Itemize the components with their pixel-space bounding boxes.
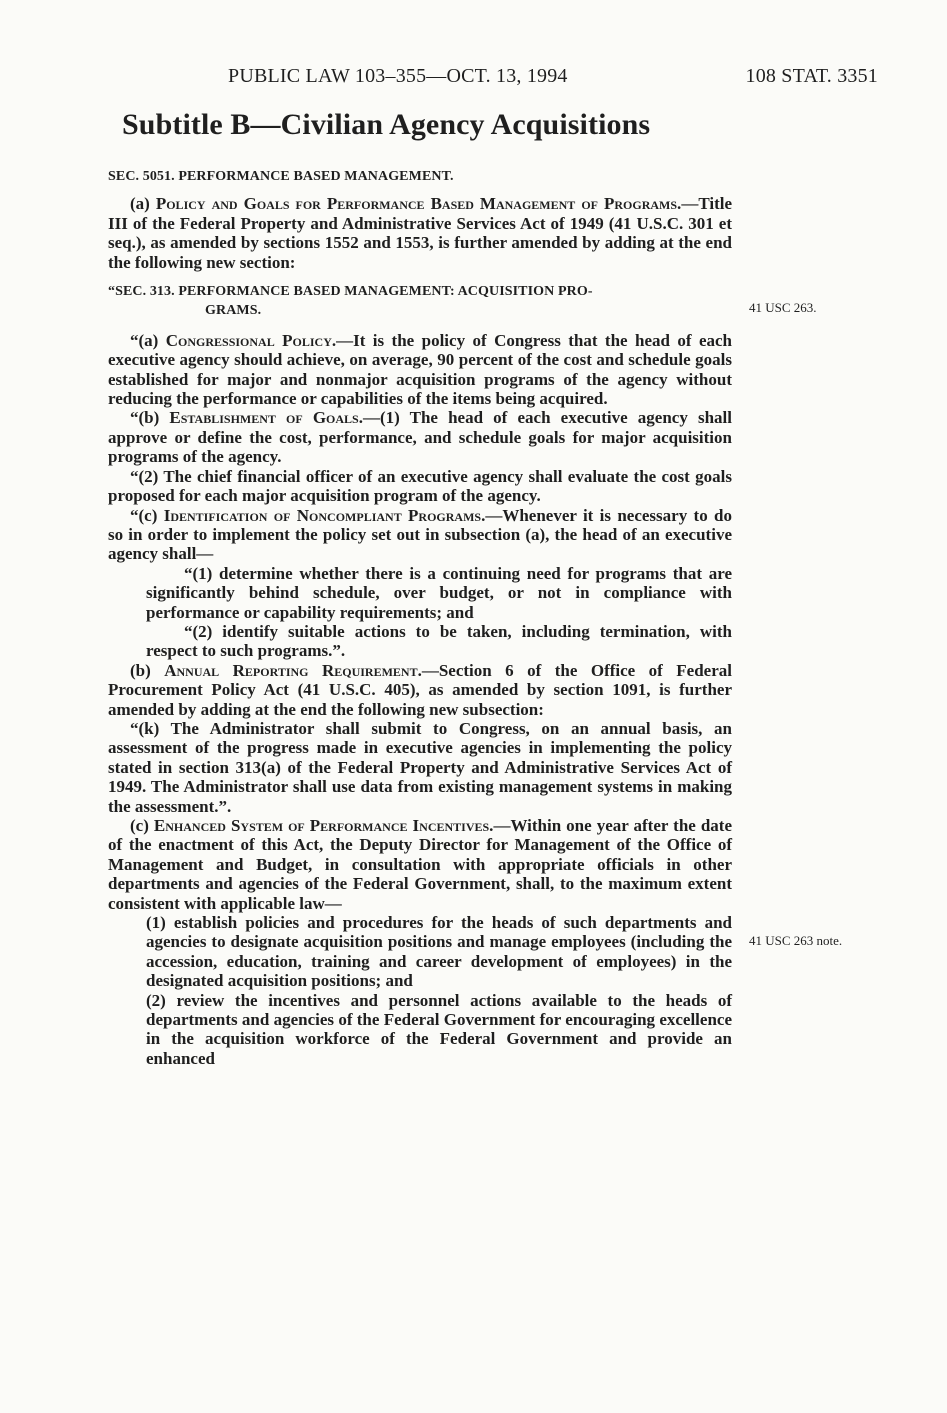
section-5051-a: (a) Policy and Goals for Performance Based Management of Programs.—Title III of the Federal Property and Administrative Services Act of 1949 (41 U.S.C. 301 et seq.), as amended by sections 1552 and 1553, is further amended by adding at the end the following new section: [108,194,732,272]
section-313-c2: “(2) identify suitable actions to be taken, including termination, with respect to such programs.”. [146,621,732,661]
caption-enhanced-system: Enhanced System of Performance Incentives. [153,816,494,835]
caption-congressional-policy: Congressional Policy. [165,330,337,350]
section-5051-b-k: “(k) The Administrator shall submit to Congress, on an annual basis, an assessment of the progress made in executive agencies in implementing the policy stated in section 313(a) of the Federal Property and Administrative Services Act of 1949. The Administrator shall use data from existing management systems in making the assessment.”. [108,718,732,816]
running-head [118,65,878,93]
section-5051-heading: SEC. 5051. PERFORMANCE BASED MANAGEMENT. [108,169,454,184]
section-313-b2: “(2) The chief financial officer of an executive agency shall evaluate the cost goals proposed for each major acquisition program of the agency. [108,466,732,506]
section-313-b: “(b) Establishment of Goals.—(1) The head of each executive agency shall approve or define the cost, performance, and schedule goals for major acquisition programs of the agency. [108,408,733,467]
section-5051-c: (c) Enhanced System of Performance Incentives.—Within one year after the date of the enactment of this Act, the Deputy Director for Management of the Office of Management and Budget, in consultation with appropriate officials in other departments and agencies of the Federal Government, shall, to the maximum extent consistent with applicable law— [108,816,733,913]
caption-establishment-of-goals: Establishment of Goals. [169,408,363,428]
section-313-c: “(c) Identification of Noncompliant Programs.—Whenever it is necessary to do so in order to implement the policy set out in subsection (a), the head of an executive agency shall— [108,505,732,564]
caption-identification: Identification of Noncompliant Programs. [163,505,486,525]
section-5051-c-2: (2) review the incentives and personnel actions available to the heads of departments and agencies of the Federal Government for encouraging excellence in the acquisition workforce of the Federal Government and provide an enhanced [146,990,732,1068]
caption-annual-reporting: Annual Reporting Requirement. [164,660,422,680]
subtitle-heading: Subtitle B—Civilian Agency Acquisitions [122,108,651,141]
body-text [108,167,732,1068]
section-313-a: “(a) Congressional Policy.—It is the policy of Congress that the head of each executive agency should achieve, on average, 90 percent of the cost and schedule goals established for major and nonmajor acquisition programs of the agency without reducing the performance or capabilities of the items being acquired. [108,330,732,409]
caption-a: Policy and Goals for Performance Based Management of Programs. [155,194,682,214]
section-313-heading: “SEC. 313. PERFORMANCE BASED MANAGEMENT: ACQUISITION PRO- GRAMS. [108,284,593,319]
section-5051-b: (b) Annual Reporting Requirement.—Section 6 of the Office of Federal Procurement Policy Act (41 U.S.C. 405), as amended by section 1091, is further amended by adding at the end the following new subsection: [108,660,732,719]
section-5051-c-1: (1) establish policies and procedures for the heads of such departments and agencies to designate acquisition positions and manage employees (including the accession, education, training and career development of employees) in the designated acquisition positions; and [146,913,732,991]
stat-reference: 108 STAT. 3351 [745,65,878,87]
running-title: PUBLIC LAW 103–355—OCT. 13, 1994 [228,65,568,87]
section-313-c1: “(1) determine whether there is a continuing need for programs that are significantly behind schedule, over budget, or not in compliance with performance or capability requirements; and [146,563,732,622]
margin-note-41-usc-263-note: 41 USC 263 note. [749,933,843,948]
margin-note-41-usc-263: 41 USC 263. [749,300,817,315]
